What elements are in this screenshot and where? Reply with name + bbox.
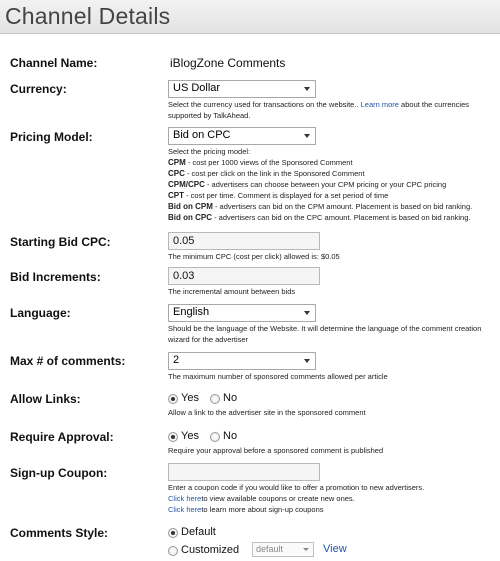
require-approval-yes-radio[interactable] xyxy=(168,432,178,442)
learn-coupons-link[interactable]: Click here xyxy=(168,505,202,514)
language-help: Should be the language of the Website. It will determine the language of the comment creation wizard for the advertiser xyxy=(168,324,482,344)
allow-links-label: Allow Links: xyxy=(10,392,81,406)
view-coupons-link[interactable]: Click here xyxy=(168,494,202,503)
starting-bid-label: Starting Bid CPC: xyxy=(10,235,111,249)
comments-style-select[interactable] xyxy=(252,542,314,557)
pricing-option-bid-cpc: Bid on CPC - advertisers can bid on the CPC amount. Placement is based on bid ranking. xyxy=(168,213,471,222)
require-approval-yes-label: Yes xyxy=(181,430,199,442)
comments-style-customized-radio[interactable] xyxy=(168,546,178,556)
allow-links-no-radio[interactable] xyxy=(210,394,220,404)
language-select[interactable] xyxy=(168,304,316,322)
channel-name-value: iBlogZone Comments xyxy=(170,56,286,70)
pricing-option-cpt: CPT - cost per time. Comment is displayed for a set period of time xyxy=(168,191,389,200)
page-title: Channel Details xyxy=(5,3,171,29)
comments-style-default-radio[interactable] xyxy=(168,528,178,538)
pricing-model-select-value: Bid on CPC xyxy=(173,129,231,141)
require-approval-label: Require Approval: xyxy=(10,430,114,444)
language-select-value: English xyxy=(173,306,210,318)
chevron-down-icon xyxy=(304,311,310,315)
signup-coupon-help-text: Enter a coupon code if you would like to offer a promotion to new advertisers. xyxy=(168,483,425,492)
starting-bid-help: The minimum CPC (cost per click) allowed is: $0.05 xyxy=(168,252,340,261)
view-style-link[interactable]: View xyxy=(323,543,347,555)
starting-bid-input[interactable]: 0.05 xyxy=(168,232,320,250)
pricing-option-cpm: CPM - cost per 1000 views of the Sponsored Comment xyxy=(168,158,353,167)
chevron-down-icon xyxy=(304,359,310,363)
bid-increments-help: The incremental amount between bids xyxy=(168,287,296,296)
signup-coupon-help: Enter a coupon code if you would like to offer a promotion to new advertisers. Click hereto view available coupons or create new ones. Click hereto learn more about sign-up coupons xyxy=(168,482,498,515)
pricing-option-bid-cpm: Bid on CPM - advertisers can bid on the CPM amount. Placement is based on bid ranking. xyxy=(168,202,473,211)
pricing-option-cpm-cpc: CPM/CPC - advertisers can choose between your CPM pricing or your CPC pricing xyxy=(168,180,447,189)
channel-name-label: Channel Name: xyxy=(10,56,98,70)
pricing-model-select[interactable] xyxy=(168,127,316,145)
chevron-down-icon xyxy=(304,87,310,91)
currency-select[interactable] xyxy=(168,80,316,98)
allow-links-yes-label: Yes xyxy=(181,392,199,404)
pricing-model-help xyxy=(168,146,498,223)
pricing-option-cpc: CPC - cost per click on the link in the Sponsored Comment xyxy=(168,169,365,178)
learn-more-link[interactable]: Learn more xyxy=(360,100,399,109)
allow-links-help: Allow a link to the advertiser site in the sponsored comment xyxy=(168,408,366,417)
require-approval-no-radio[interactable] xyxy=(210,432,220,442)
pricing-model-label: Pricing Model: xyxy=(10,130,93,144)
comments-style-label: Comments Style: xyxy=(10,526,109,540)
chevron-down-icon xyxy=(304,134,310,138)
max-comments-select-value: 2 xyxy=(173,354,180,366)
comments-style-default-label: Default xyxy=(181,526,216,538)
signup-coupon-label: Sign-up Coupon: xyxy=(10,466,108,480)
comments-style-customized-label: Customized xyxy=(181,544,240,556)
require-approval-no-label: No xyxy=(223,430,238,442)
bid-increments-label: Bid Increments: xyxy=(10,270,101,284)
page-header xyxy=(0,0,500,34)
currency-label: Currency: xyxy=(10,82,67,96)
comments-style-select-value: default xyxy=(256,544,284,554)
currency-select-value: US Dollar xyxy=(173,82,221,94)
require-approval-help: Require your approval before a sponsored comment is published xyxy=(168,446,384,455)
signup-coupon-input[interactable] xyxy=(168,463,320,481)
max-comments-label: Max # of comments: xyxy=(10,354,126,368)
allow-links-no-label: No xyxy=(223,392,238,404)
chevron-down-icon xyxy=(303,548,309,551)
language-label: Language: xyxy=(10,306,71,320)
bid-increments-input[interactable]: 0.03 xyxy=(168,267,320,285)
max-comments-select[interactable] xyxy=(168,352,316,370)
max-comments-help: The maximum number of sponsored comments allowed per article xyxy=(168,372,388,381)
currency-help: Select the currency used for transactions on the website.. Learn more about the currencies supported by TalkAhead. xyxy=(168,100,470,120)
pricing-intro: Select the pricing model: xyxy=(168,147,251,156)
allow-links-yes-radio[interactable] xyxy=(168,394,178,404)
